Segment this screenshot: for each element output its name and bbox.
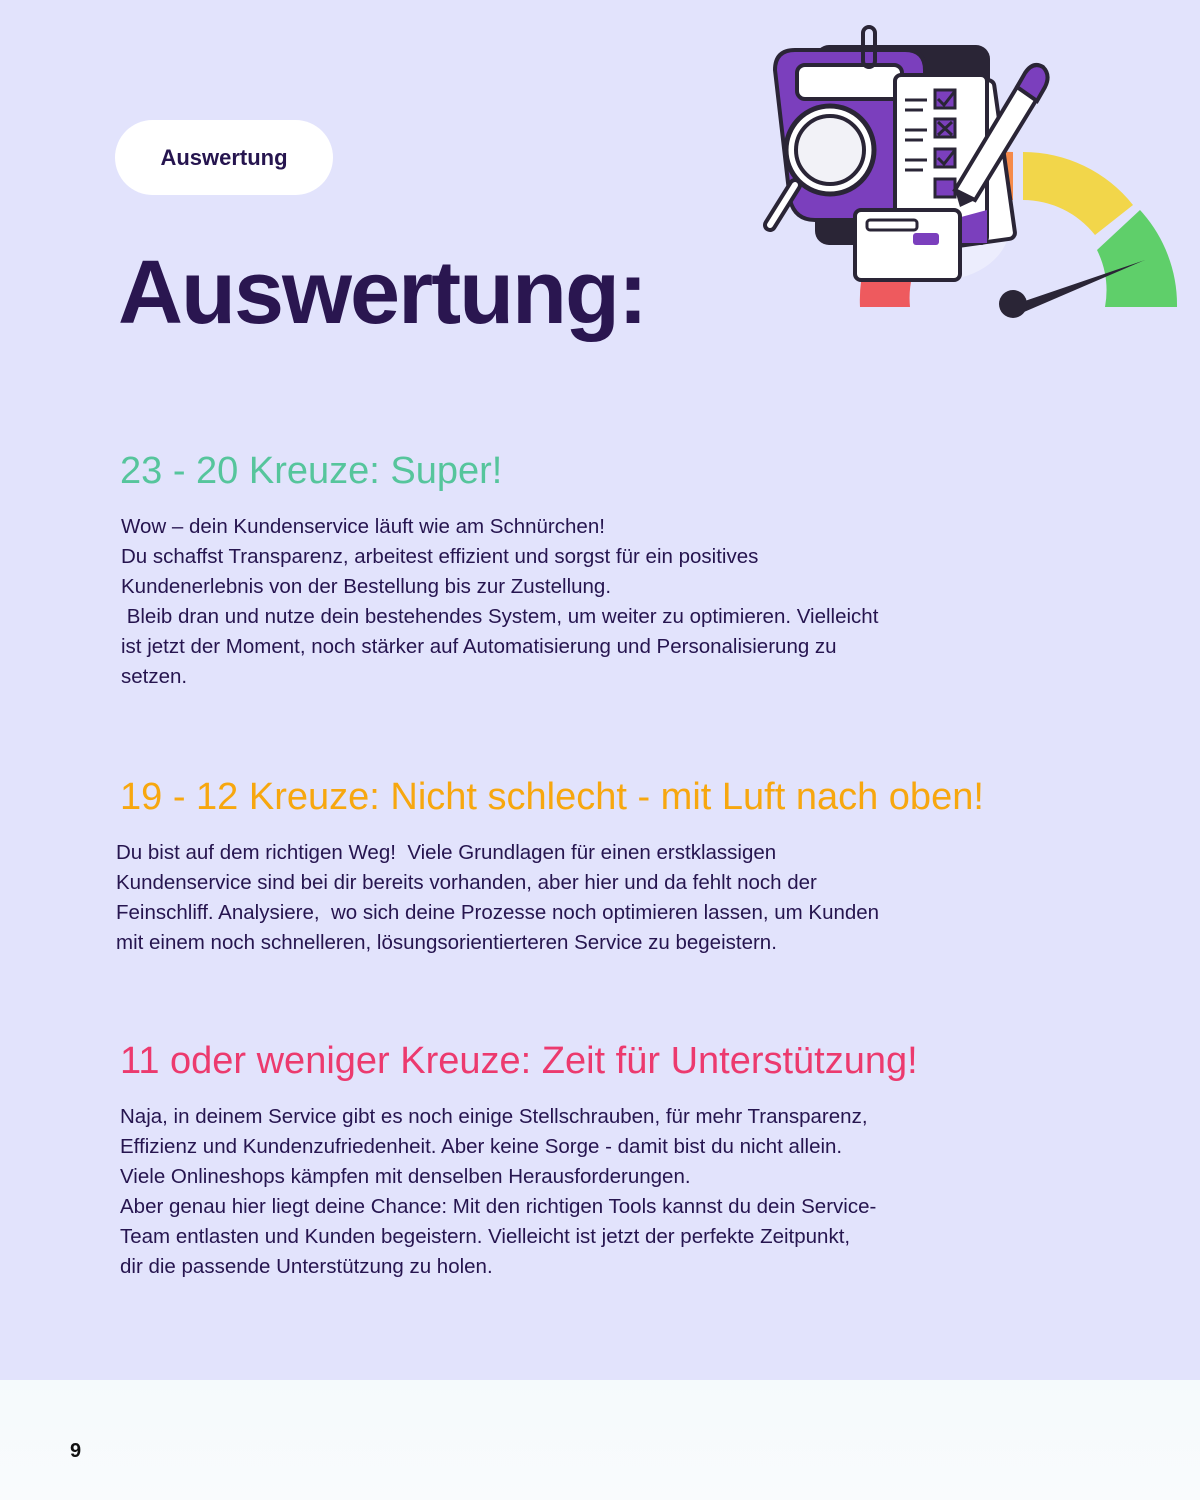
body-line: Team entlasten und Kunden begeistern. Vielleicht ist jetzt der perfekte Zeitpunkt, — [120, 1225, 851, 1248]
page-number: 9 — [70, 1440, 82, 1462]
body-line: Viele Onlineshops kämpfen mit denselben Herausforderungen. — [120, 1165, 691, 1188]
body-line: Kundenerlebnis von der Bestellung bis zur Zustellung. — [121, 575, 612, 598]
tag-pill — [115, 120, 333, 195]
body-line: dir die passende Unterstützung zu holen. — [120, 1255, 493, 1278]
page-footer — [0, 1380, 1200, 1500]
body-line: Kundenservice sind bei dir bereits vorhanden, aber hier und da fehlt noch der — [116, 871, 817, 894]
body-line: Du bist auf dem richtigen Weg! Viele Grundlagen für einen erstklassigen — [116, 841, 777, 864]
body-line: Bleib dran und nutze dein bestehendes System, um weiter zu optimieren. Vielleicht — [121, 605, 879, 628]
section-heading-unterstuetzung: 11 oder weniger Kreuze: Zeit für Unterstützung! — [120, 1040, 918, 1082]
evaluation-illustration — [755, 15, 1185, 325]
body-line: setzen. — [121, 665, 188, 688]
body-line: Effizienz und Kundenzufriedenheit. Aber keine Sorge - damit bist du nicht allein. — [120, 1135, 843, 1158]
section-body-nicht-schlecht — [116, 838, 1036, 958]
page-title: Auswertung: — [118, 243, 646, 343]
card-icon — [855, 210, 960, 280]
section-heading-super: 23 - 20 Kreuze: Super! — [120, 450, 503, 492]
body-line: Feinschliff. Analysiere, wo sich deine Prozesse noch optimieren lassen, um Kunden — [116, 901, 880, 924]
section-heading-nicht-schlecht: 19 - 12 Kreuze: Nicht schlecht - mit Luft nach oben! — [120, 776, 984, 818]
body-line: Du schaffst Transparenz, arbeitest effizient und sorgst für ein positives — [121, 545, 759, 568]
body-line: mit einem noch schnelleren, lösungsorientierteren Service zu begeistern. — [116, 931, 777, 954]
body-line: Naja, in deinem Service gibt es noch einige Stellschrauben, für mehr Transparenz, — [120, 1105, 868, 1128]
tag-label: Auswertung — [160, 144, 288, 170]
body-line: Aber genau hier liegt deine Chance: Mit den richtigen Tools kannst du dein Service- — [120, 1195, 877, 1218]
body-line: ist jetzt der Moment, noch stärker auf Automatisierung und Personalisierung zu — [121, 635, 837, 658]
section-body-unterstuetzung — [120, 1102, 1040, 1282]
body-line: Wow – dein Kundenservice läuft wie am Schnürchen! — [121, 515, 605, 538]
section-body-super — [121, 512, 1041, 692]
